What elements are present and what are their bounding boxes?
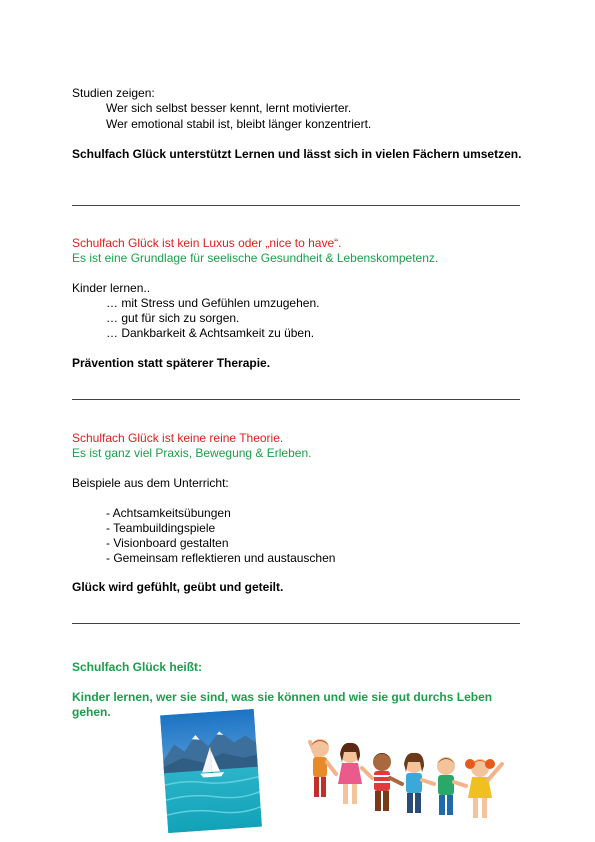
studies-item: Wer emotional stabil ist, bleibt länger konzentriert. xyxy=(106,117,372,131)
section2-item: - Achtsamkeitsübungen xyxy=(106,506,231,520)
section1-green-line: Es ist eine Grundlage für seelische Gesundheit & Lebenskompetenz. xyxy=(72,251,439,265)
section1-item: … Dankbarkeit & Achtsamkeit zu üben. xyxy=(106,326,315,340)
children-illustration xyxy=(298,734,513,834)
section2-item: - Visionboard gestalten xyxy=(106,536,229,550)
lake-photo xyxy=(160,709,262,833)
section1-item: … gut für sich zu sorgen. xyxy=(106,311,240,325)
section1-intro: Kinder lernen.. xyxy=(72,281,151,295)
section1-conclusion: Prävention statt späterer Therapie. xyxy=(72,356,271,370)
section1-item: … mit Stress und Gefühlen umzugehen. xyxy=(106,296,320,310)
closing-text: Kinder lernen, wer sie sind, was sie können und wie sie gut durchs Leben gehen. xyxy=(72,690,493,719)
section2-conclusion: Glück wird gefühlt, geübt und geteilt. xyxy=(72,580,284,594)
section2-green-line: Es ist ganz viel Praxis, Bewegung & Erleben. xyxy=(72,446,312,460)
divider xyxy=(72,623,520,624)
studies-item: Wer sich selbst besser kennt, lernt motivierter. xyxy=(106,101,352,115)
section2-red-line: Schulfach Glück ist keine reine Theorie. xyxy=(72,431,284,445)
section2-item: - Gemeinsam reflektieren und austauschen xyxy=(106,551,336,565)
divider xyxy=(72,399,520,400)
closing-title: Schulfach Glück heißt: xyxy=(72,660,203,674)
divider xyxy=(72,205,520,206)
section1-red-line: Schulfach Glück ist kein Luxus oder „nice to have“. xyxy=(72,236,342,250)
studies-intro: Studien zeigen: xyxy=(72,86,155,100)
studies-conclusion: Schulfach Glück unterstützt Lernen und lässt sich in vielen Fächern umsetzen. xyxy=(72,147,522,161)
section2-intro: Beispiele aus dem Unterricht: xyxy=(72,476,229,490)
section2-item: - Teambuildingspiele xyxy=(106,521,216,535)
